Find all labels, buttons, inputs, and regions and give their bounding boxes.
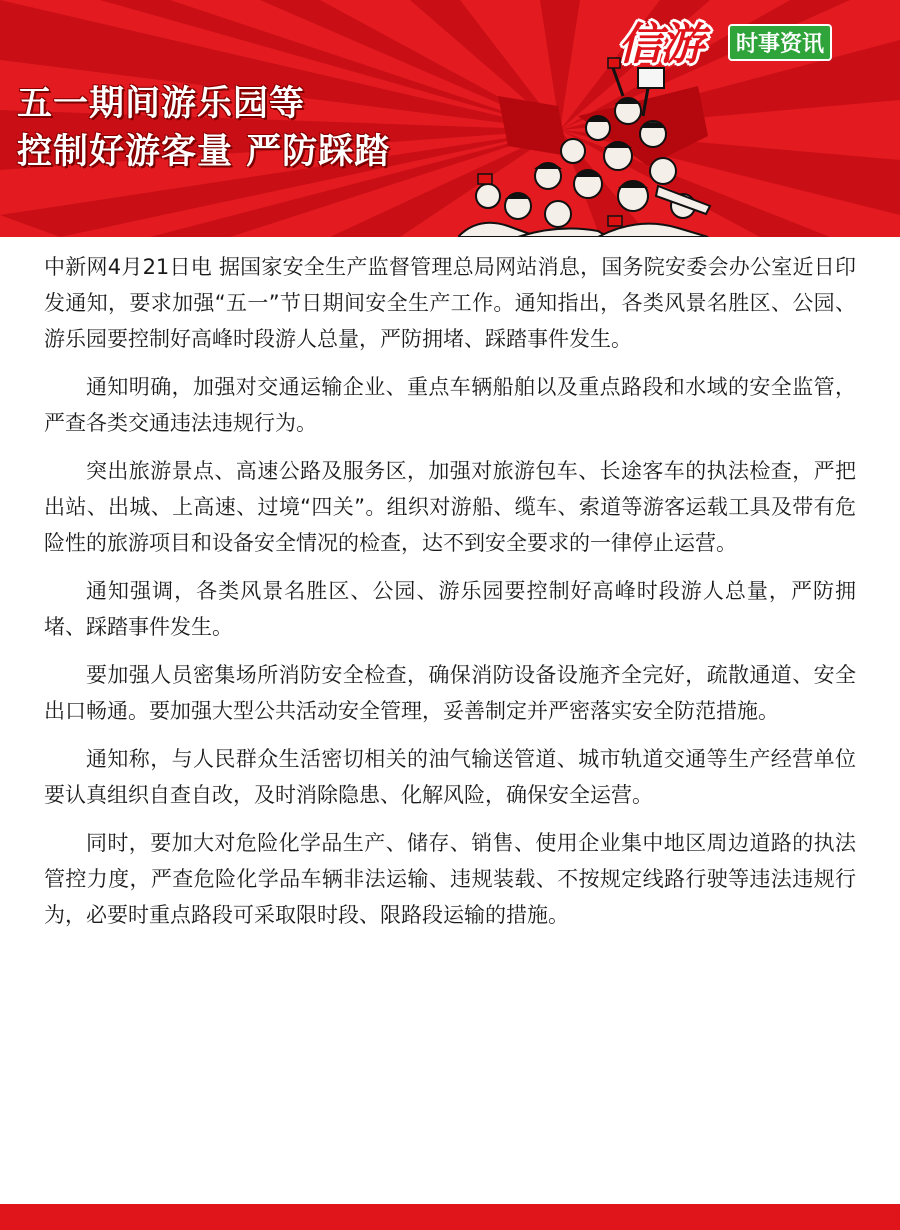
headline-line-2: 控制好游客量 严防踩踏 bbox=[17, 132, 391, 172]
headline bbox=[17, 80, 390, 176]
article-paragraph: 突出旅游景点、高速公路及服务区，加强对旅游包车、长途客车的执法检查，严把出站、出城、上高速、过境“四关”。组织对游船、缆车、索道等游客运载工具及带有危险性的旅游项目和设备安全情况的检查，达不到安全要求的一律停止运营。 bbox=[44, 459, 856, 555]
header-banner bbox=[0, 0, 900, 237]
logo-sub-text: 时事资讯 bbox=[728, 24, 832, 61]
article-paragraph: 通知强调，各类风景名胜区、公园、游乐园要控制好高峰时段游人总量，严防拥堵、踩踏事件发生。 bbox=[44, 579, 856, 639]
brand-logo bbox=[618, 8, 888, 70]
article-paragraph: 通知明确，加强对交通运输企业、重点车辆船舶以及重点路段和水域的安全监管，严查各类交通违法违规行为。 bbox=[44, 375, 856, 435]
crowd-illustration bbox=[458, 56, 718, 237]
logo-main-text: 信游 bbox=[618, 19, 702, 70]
article-paragraph: 中新网4月21日电 据国家安全生产监督管理总局网站消息，国务院安委会办公室近日印发通知，要求加强“五一”节日期间安全生产工作。通知指出，各类风景名胜区、公园、游乐园要控制好高峰时段游人总量，严防拥堵、踩踏事件发生。 bbox=[44, 255, 856, 351]
article-paragraph: 同时，要加大对危险化学品生产、储存、销售、使用企业集中地区周边道路的执法管控力度，严查危险化学品车辆非法运输、违规装载、不按规定线路行驶等违法违规行为，必要时重点路段可采取限时段、限路段运输的措施。 bbox=[44, 831, 856, 927]
article-paragraph: 通知称，与人民群众生活密切相关的油气输送管道、城市轨道交通等生产经营单位要认真组织自查自改，及时消除隐患、化解风险，确保安全运营。 bbox=[44, 747, 856, 807]
article-paragraph: 要加强人员密集场所消防安全检查，确保消防设备设施齐全完好，疏散通道、安全出口畅通。要加强大型公共活动安全管理，妥善制定并严密落实安全防范措施。 bbox=[44, 663, 856, 723]
footer-bar bbox=[0, 1204, 900, 1230]
article-body bbox=[44, 249, 856, 945]
headline-line-1: 五一期间游乐园等 bbox=[17, 84, 306, 124]
